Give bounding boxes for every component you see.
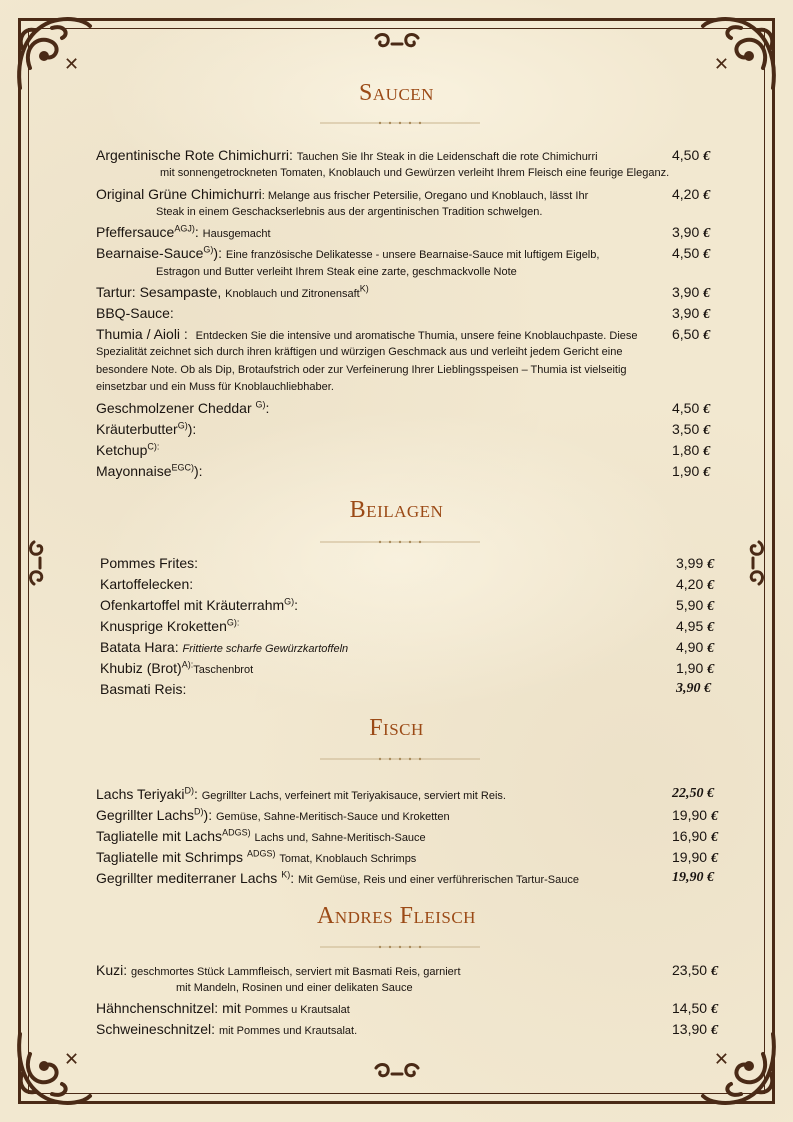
price: 3,90 € (672, 224, 711, 241)
divider-ornament-icon (300, 118, 500, 128)
item-description: Estragon und Butter verleiht Ihrem Steak eine zarte, geschmackvolle Note (156, 266, 517, 278)
menu-item: Batata Hara: Frittierte scharfe Gewürzkartoffeln 4,90 € (100, 639, 715, 656)
menu-item: Lachs Teriyaki$^{D)}$: Gegrillter Lachs, verfeinert mit Teriyakisauce, serviert mit Reis. 22,50 € (96, 785, 714, 802)
price: 6,50 € (672, 326, 711, 343)
price: 3,99 € (676, 555, 715, 572)
menu-item: Ketchup$^{C):}$ 1,80 € (96, 441, 711, 459)
scroll-ornament-icon (745, 538, 767, 588)
price: 5,90 € (676, 597, 715, 614)
menu-item: BBQ-Sauce: 3,90 € (96, 305, 711, 322)
price: 19,90 € (672, 849, 718, 866)
section-title-fleisch: Andres Fleisch (317, 903, 476, 929)
price: 1,90 € (672, 463, 711, 480)
price: 4,95 € (676, 618, 715, 635)
menu-item: Pommes Frites: 3,99 € (100, 555, 715, 572)
menu-item: Khubiz (Brot)$^{A):}$Taschenbrot 1,90 € (100, 659, 715, 677)
price: 1,80 € (672, 442, 711, 459)
menu-item: Basmati Reis: 3,90 € (100, 681, 711, 697)
svg-text:✕: ✕ (713, 54, 729, 75)
scroll-ornament-icon (372, 30, 422, 52)
price: 1,90 € (676, 660, 715, 677)
menu-item: Hähnchenschnitzel: mit Pommes u Krautsalat 14,50 € (96, 1000, 718, 1017)
menu-item: Mayonnaise$^{EGC)}$): 1,90 € (96, 462, 711, 480)
menu-item: Argentinische Rote Chimichurri: Tauchen Sie Ihr Steak in die Leidenschaft die rote Chimichurri 4,50 € (96, 147, 711, 164)
price: 3,90 € (672, 305, 711, 322)
price: 4,20 € (676, 576, 715, 593)
price: 4,20 € (672, 186, 711, 203)
price: 4,90 € (676, 639, 715, 656)
section-title-beilagen: Beilagen (349, 497, 444, 523)
menu-item: Geschmolzener Cheddar $^{G)}$: 4,50 € (96, 399, 711, 417)
item-description: mit sonnengetrockneten Tomaten, Knoblauch und Gewürzen verleiht Ihrem Fleisch eine feurige Eleganz. (160, 167, 670, 179)
price: 16,90 € (672, 828, 718, 845)
divider-ornament-icon (300, 754, 500, 764)
divider-ornament-icon (300, 537, 500, 547)
price: 22,50 € (672, 786, 714, 801)
price: 3,90 € (676, 681, 711, 696)
menu-item: Tagliatelle mit Lachs$^{ADGS)}$ Lachs und, Sahne-Meritisch-Sauce 16,90 € (96, 827, 718, 845)
section-title-saucen: Saucen (359, 80, 434, 106)
price: 4,50 € (672, 245, 711, 262)
item-description: Steak in einem Geschackserlebnis aus der argentinischen Tradition schwelgen. (156, 206, 543, 218)
menu-item: Kartoffelecken: 4,20 € (100, 576, 715, 593)
price: 23,50 € (672, 962, 718, 979)
menu-item: Original Grüne Chimichurri: Melange aus frischer Petersilie, Oregano und Knoblauch, lässt Ihr 4,20 € (96, 186, 711, 203)
menu-item: Schweineschnitzel: mit Pommes und Krautsalat. 13,90 € (96, 1021, 718, 1038)
svg-text:✕: ✕ (713, 1047, 729, 1068)
menu-item: Ofenkartoffel mit Kräuterrahm$^{G)}$: 5,90 € (100, 596, 715, 614)
menu-item: Thumia / Aioli : Entdecken Sie die intensive und aromatische Thumia, unsere feine Knoblauchpaste. Diese 6,50 € (96, 326, 711, 343)
price: 13,90 € (672, 1021, 718, 1038)
price: 14,50 € (672, 1000, 718, 1017)
price: 4,50 € (672, 400, 711, 417)
menu-item: Kräuterbutter$^{G)}$): 3,50 € (96, 420, 711, 438)
price: 3,90 € (672, 284, 711, 301)
menu-item: Kuzi: geschmortes Stück Lammfleisch, serviert mit Basmati Reis, garniert 23,50 € (96, 962, 718, 979)
svg-text:✕: ✕ (64, 1047, 80, 1068)
scroll-ornament-icon (26, 538, 48, 588)
scroll-ornament-icon (372, 1060, 422, 1082)
price: 19,90 € (672, 807, 718, 824)
divider-ornament-icon (300, 942, 500, 952)
menu-item: Gegrillter mediterraner Lachs $^{K)}$: Mit Gemüse, Reis und einer verführerischen Tartur-Sauce 19,90 € (96, 869, 714, 886)
menu-item: Knusprige Kroketten$^{G):}$ 4,95 € (100, 617, 715, 635)
price: 4,50 € (672, 147, 711, 164)
section-title-fisch: Fisch (369, 715, 424, 741)
item-description: mit Mandeln, Rosinen und einer delikaten Sauce (176, 982, 413, 994)
item-description: Spezialität zeichnet sich durch ihren kräftigen und würzigen Geschmack aus und verleiht jedem Gericht eine besondere Note. Ob als Dip, Brotaufstrich oder zur Verfeinerung Ihrer Lieblingsspeisen – Thumia ist vielseitig einsetzbar und ein Muss für Knoblauchliebhaber. (96, 346, 627, 393)
menu-item: Pfeffersauce$^{AGJ)}$: Hausgemacht 3,90 € (96, 223, 711, 241)
svg-text:✕: ✕ (64, 54, 80, 75)
menu-item: Bearnaise-Sauce$^{G)}$): Eine französische Delikatesse - unsere Bearnaise-Sauce mit luftigem Eigelb, 4,50 € (96, 244, 711, 262)
menu-item: Tagliatelle mit Schrimps $^{ADGS)}$ Tomat, Knoblauch Schrimps 19,90 € (96, 848, 718, 866)
menu-item: Gegrillter Lachs$^{D)}$): Gemüse, Sahne-Meritisch-Sauce und Kroketten 19,90 € (96, 806, 718, 824)
price: 3,50 € (672, 421, 711, 438)
corner-ornament-icon (8, 1024, 98, 1114)
menu-item: Tartur: Sesampaste, Knoblauch und Zitronensaft$^{K)}$ 3,90 € (96, 283, 711, 301)
price: 19,90 € (672, 870, 714, 885)
